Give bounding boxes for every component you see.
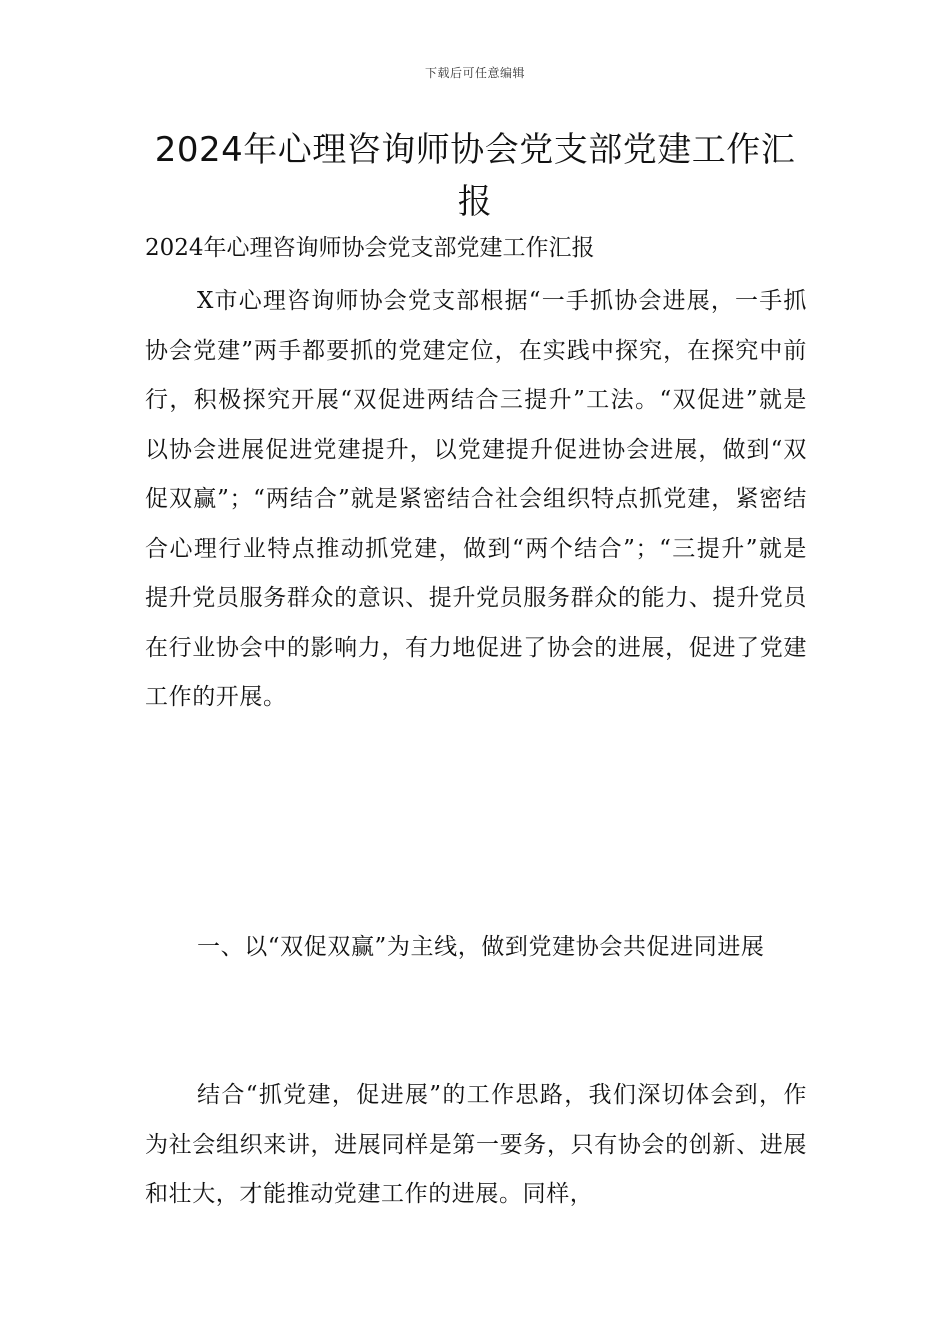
document-title: 2024年心理咨询师协会党支部党建工作汇报: [154, 130, 796, 222]
header-note: 下载后可任意编辑: [424, 66, 525, 80]
document-subtitle: 2024年心理咨询师协会党支部党建工作汇报: [145, 235, 595, 261]
section-heading-1: 一、以“双促双赢”为主线，做到党建协会共促进同进展: [197, 934, 765, 960]
section-paragraph-1: 结合“抓党建，促进展”的工作思路，我们深切体会到，作为社会组织来讲，进展同样是第一要务，只有协会的创新、进展和壮大，才能推动党建工作的进展。同样，: [145, 1082, 807, 1207]
intro-paragraph: X市心理咨询师协会党支部根据“一手抓协会进展，一手抓协会党建”两手都要抓的党建定位，在实践中探究，在探究中前行，积极探究开展“双促进两结合三提升”工法。“双促进”就是以协会进展促进党建提升，以党建提升促进协会进展，做到“双促双赢”；“两结合”就是紧密结合社会组织特点抓党建，紧密结合心理行业特点推动抓党建，做到“两个结合”；“三提升”就是提升党员服务群众的意识、提升党员服务群众的能力、提升党员在行业协会中的影响力，有力地促进了协会的进展，促进了党建工作的开展。: [145, 288, 807, 710]
